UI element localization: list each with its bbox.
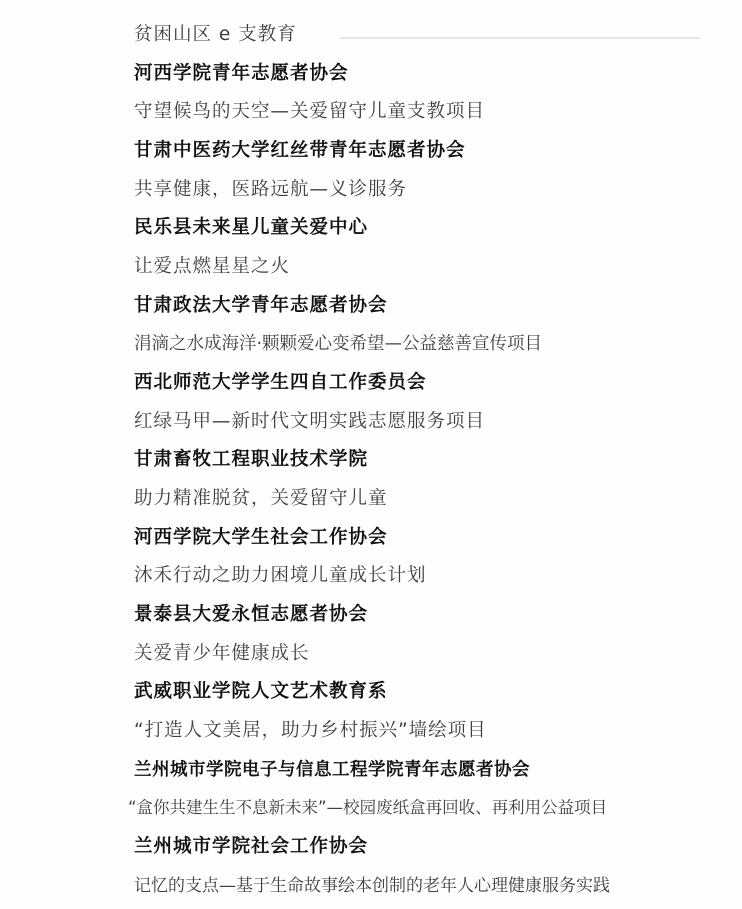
organization-name: 甘肃中医药大学红丝带青年志愿者协会 [134, 140, 466, 161]
project-title: 关爱青少年健康成长 [134, 643, 310, 664]
project-title: 沐禾行动之助力困境儿童成长计划 [134, 565, 427, 586]
project-title: 共享健康，医路远航—义诊服务 [134, 179, 408, 200]
project-title: “打造人文美居，助力乡村振兴”墙绘项目 [134, 720, 487, 741]
organization-name: 民乐县未来星儿童关爱中心 [134, 217, 369, 238]
organization-name: 甘肃政法大学青年志愿者协会 [134, 295, 388, 316]
project-title: 记忆的支点—基于生命故事绘本创制的老年人心理健康服务实践 [134, 876, 610, 896]
organization-name: 甘肃畜牧工程职业技术学院 [134, 449, 369, 470]
organization-name: 河西学院青年志愿者协会 [134, 63, 349, 84]
project-title: 红绿马甲—新时代文明实践志愿服务项目 [134, 411, 486, 432]
organization-name: 兰州城市学院电子与信息工程学院青年志愿者协会 [134, 760, 530, 780]
project-title: 涓滴之水成海洋·颗颗爱心变希望—公益慈善宣传项目 [134, 334, 543, 354]
organization-name: 河西学院大学生社会工作协会 [134, 527, 388, 548]
project-title: 让爱点燃星星之火 [134, 256, 291, 277]
organization-name: 兰州城市学院社会工作协会 [134, 836, 369, 857]
project-title: 守望候鸟的天空—关爱留守儿童支教项目 [134, 101, 486, 122]
project-title: 助力精准脱贫，关爱留守儿童 [134, 488, 388, 509]
organization-name: 武威职业学院人文艺术教育系 [134, 681, 388, 702]
project-title: “盒你共建生生不息新未来”—校园废纸盒再回收、再利用公益项目 [128, 798, 608, 817]
organization-name: 西北师范大学学生四自工作委员会 [134, 372, 427, 393]
scan-artifact [340, 37, 700, 39]
organization-name: 景泰县大爱永恒志愿者协会 [134, 604, 369, 625]
project-title: 贫困山区 e 支教育 [134, 24, 297, 45]
